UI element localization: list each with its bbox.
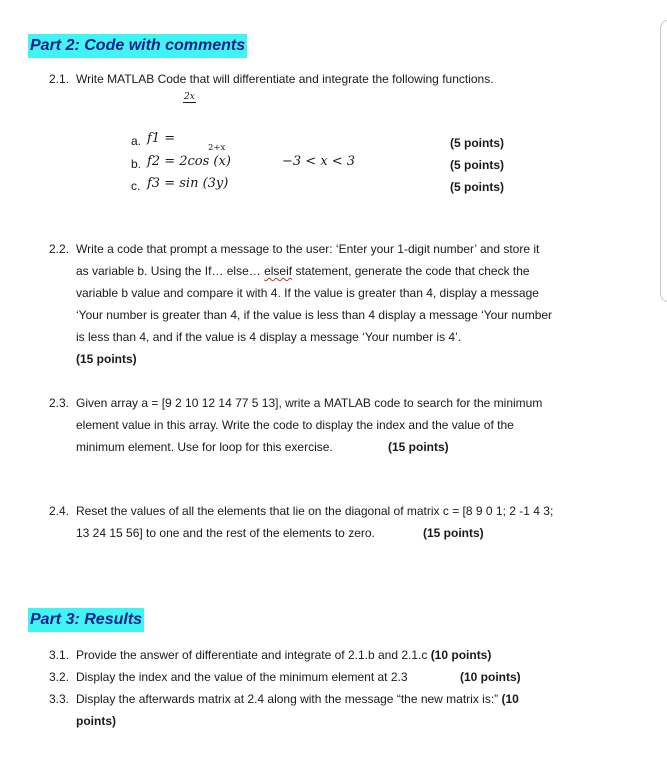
item-b-points: (5 points): [450, 158, 504, 172]
q2-3-line3: minimum element. Use for loop for this exercise.: [76, 440, 333, 454]
q2-4-points: (15 points): [423, 526, 484, 540]
q2-1-text: Write MATLAB Code that will differentiate and integrate the following functions.: [76, 72, 494, 86]
q3-3-points: (10: [501, 692, 519, 706]
q2-3-line2: element value in this array. Write the code to display the index and the value of the: [76, 418, 514, 432]
q2-3-line1: Given array a = [9 2 10 12 14 77 5 13], write a MATLAB code to search for the minimum: [76, 396, 543, 410]
spellcheck-word: elseif: [264, 264, 293, 278]
q3-3-number: 3.3.: [49, 692, 70, 706]
q2-2-line2: [76, 264, 530, 278]
q2-4-line1: Reset the values of all the elements that lie on the diagonal of matrix c = [8 9 0 1; 2 -1 4 3;: [76, 504, 554, 518]
page-edge-decoration: [660, 20, 667, 302]
part2-heading: Part 2: Code with comments: [28, 34, 247, 58]
q2-1-number: 2.1.: [49, 72, 70, 86]
q3-3-text: Display the afterwards matrix at 2.4 along with the message “the new matrix is:”: [76, 692, 502, 706]
q3-1-text: Provide the answer of differentiate and integrate of 2.1.b and 2.1.c: [76, 648, 431, 662]
item-c-func: f3 = sin (3y): [147, 176, 229, 191]
q3-3-line: [76, 692, 519, 706]
q2-2-line4: ‘Your number is greater than 4, if the value is less than 4 display a message ‘Your number: [76, 308, 553, 322]
q2-2-line3: variable b value and compare it with 4. If the value is greater than 4, display a message: [76, 286, 539, 300]
q2-3-number: 2.3.: [49, 396, 70, 410]
item-c-points: (5 points): [450, 180, 504, 194]
q2-2-points: (15 points): [76, 352, 137, 366]
q2-3-points: (15 points): [388, 440, 449, 454]
item-a-label: a.: [131, 134, 142, 148]
fraction-numerator: 2x: [184, 92, 195, 102]
q2-2-line1: Write a code that prompt a message to the user: ‘Enter your 1-digit number’ and store it: [76, 242, 540, 256]
fraction-denominator: 2+x: [208, 143, 226, 153]
q3-1-number: 3.1.: [49, 648, 70, 662]
item-b-func: f2 = 2cos (x): [147, 154, 231, 169]
part3-heading: Part 3: Results: [28, 608, 144, 632]
q2-4-number: 2.4.: [49, 504, 70, 518]
q3-2-points: (10 points): [460, 670, 521, 684]
q3-1-points: (10 points): [430, 648, 492, 662]
q2-4-line2: 13 24 15 56] to one and the rest of the elements to zero.: [76, 526, 375, 540]
q2-2-line2-start: as variable b. Using the If… else…: [76, 264, 265, 278]
q3-1-line: [76, 648, 491, 662]
q2-2-line2-end: statement, generate the code that check the: [292, 264, 530, 278]
q2-2-line5: is less than 4, and if the value is 4 display a message ‘Your number is 4’.: [76, 330, 462, 344]
item-a-points: (5 points): [450, 136, 504, 150]
q2-2-number: 2.2.: [49, 242, 70, 256]
item-c-label: c.: [131, 179, 141, 193]
item-b-label: b.: [131, 157, 142, 171]
q3-2-text: Display the index and the value of the minimum element at 2.3: [76, 670, 408, 684]
item-a-func: f1 =: [147, 131, 176, 146]
q3-3-points-cont: points): [76, 714, 116, 728]
range-condition: −3 < x < 3: [282, 154, 356, 169]
q3-2-number: 3.2.: [49, 670, 70, 684]
